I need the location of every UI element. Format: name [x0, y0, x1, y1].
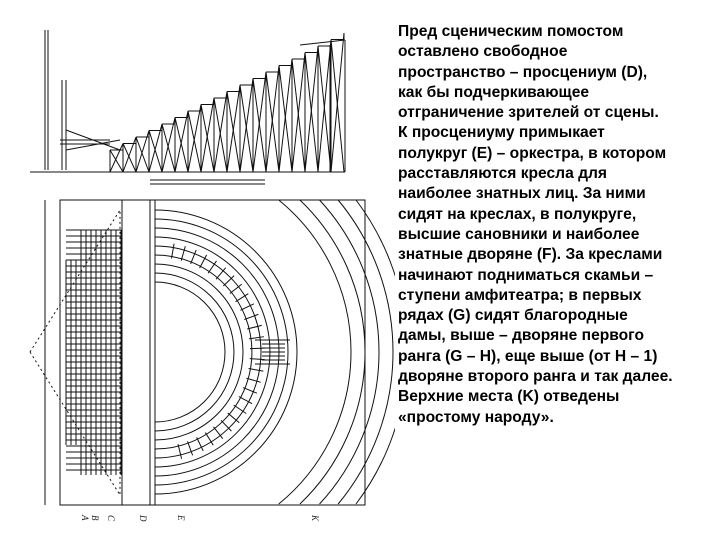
- seating-row-arc: [155, 246, 261, 458]
- roof-frame: [300, 40, 345, 45]
- text-line: наиболее знатных лиц. За ними: [398, 185, 646, 203]
- axis-letter: K: [310, 515, 320, 522]
- seat-radial: [244, 314, 258, 319]
- axis-letter: C: [106, 515, 116, 522]
- seating-row-arc: [300, 200, 365, 504]
- seating-row-arc: [155, 228, 279, 476]
- seat-radial: [187, 441, 192, 455]
- theater-section-elevation: [30, 30, 345, 184]
- seating-row-arc: [155, 282, 225, 422]
- text-line: дамы, выше – дворяне первого: [398, 327, 644, 345]
- text-line: знатные дворяне (F). За креслами: [398, 246, 663, 264]
- seat-radial: [246, 378, 260, 382]
- axis-letters: [80, 514, 320, 522]
- seat-radial: [181, 246, 185, 260]
- axis-letter: A: [80, 515, 90, 521]
- text-line: полукруг (E) – оркестра, в котором: [398, 144, 667, 162]
- text-line: Пред сценическим помостом: [398, 23, 624, 40]
- seating-row-arc: [356, 200, 395, 504]
- theater-floor-plan: [30, 200, 395, 505]
- text-line: отграничение зрителей от сцены.: [398, 104, 659, 122]
- text-line: К просцениуму примыкает: [398, 124, 605, 142]
- description-paragraph: [398, 22, 716, 428]
- seating-row-arc: [279, 200, 351, 504]
- seating-row-arc: [320, 200, 379, 504]
- seat-radial: [247, 325, 262, 329]
- seat-radial: [223, 276, 234, 286]
- text-line: оставлено свободное: [398, 43, 568, 61]
- seating-row-arc: [338, 200, 393, 504]
- text-line: дворяне второго ранга и так далее.: [398, 368, 673, 386]
- text-line: ранга (G – H), еще выше (от H – 1): [398, 347, 658, 365]
- text-line: рядах (G) сидят благородные: [398, 307, 628, 325]
- seating-row-arc: [155, 255, 252, 449]
- axis-letter: B: [90, 515, 100, 521]
- text-line: расставляются кресла для: [398, 165, 607, 183]
- axis-letter: D: [138, 515, 148, 522]
- text-line: высшие сановники и наиболее: [398, 225, 640, 243]
- text-line: начинают подниматься скамьи –: [398, 266, 654, 284]
- text-line: как бы подчеркивающее: [398, 83, 590, 101]
- seat-radial: [178, 444, 182, 459]
- text-line: ступени амфитеатра; в первых: [398, 286, 642, 304]
- text-line: сидят на креслах, в полукруге,: [398, 205, 637, 223]
- seating-row-arc: [155, 273, 234, 431]
- stage-brace: [66, 140, 120, 150]
- text-line: Верхние места (K) отведены: [398, 388, 620, 406]
- axis-letter: E: [176, 515, 186, 521]
- text-line: пространство – просцениум (D),: [398, 63, 648, 81]
- seat-radial: [221, 420, 231, 431]
- seating-row-arc: [155, 237, 270, 467]
- text-line: «простому народу».: [398, 408, 554, 426]
